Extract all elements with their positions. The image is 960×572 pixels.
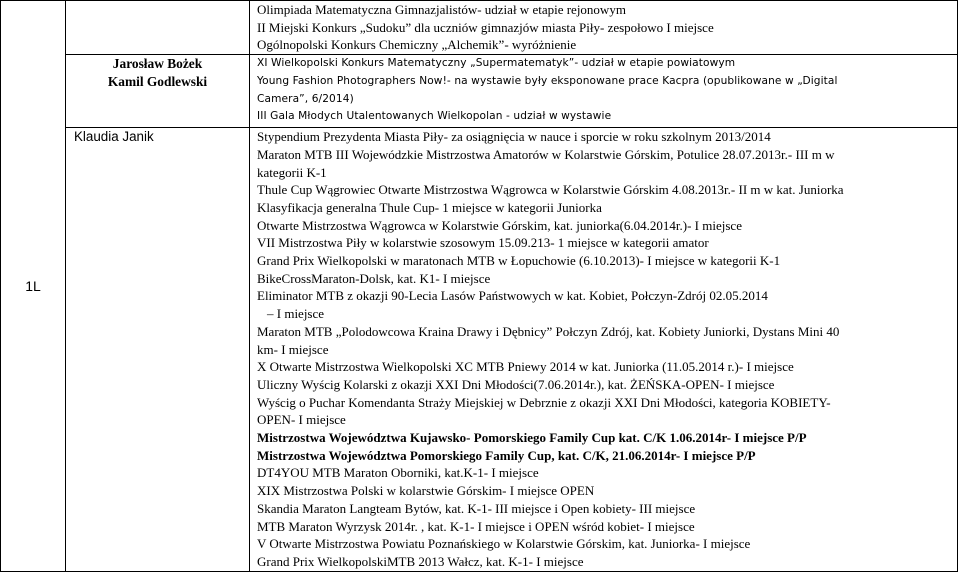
achievement-line: Grand Prix WielkopolskiMTB 2013 Wałcz, kat. K-1- I miejsce [257,553,584,569]
achievement-line: Klasyfikacja generalna Thule Cup- 1 miejsce w kategorii Juniorka [257,199,602,215]
student-name: Kamil Godlewski [107,74,208,90]
achievement-line: Olimpiada Matematyczna Gimnazjalistów- udział w etapie rejonowym [257,2,626,17]
achievement-line: II Miejski Konkurs „Sudoku” dla uczniów gimnazjów miasta Piły- zespołowo I miejsce [257,19,714,35]
achievement-line: VII Mistrzostwa Piły w kolarstwie szosowym 15.09.213- 1 miejsce w kategorii amator [257,235,709,251]
achievement-line: MTB Maraton Wyrzysk 2014r. , kat. K-1- I miejsce i OPEN wśród kobiet- I miejsce [257,518,695,534]
achievement-line: Ogólnopolski Konkurs Chemiczny „Alchemik”- wyróżnienie [257,37,577,53]
table-row [1,1,958,55]
achievement-line: III Gala Młodych Utalentowanych Wielkopolan - udział w wystawie [257,110,612,123]
class-cell [1,1,66,572]
class-label: 1L [25,277,41,294]
achievement-line: Otwarte Mistrzostwa Wągrowca w Kolarstwie Górskim, kat. juniorka(6.04.2014r.)- I miejsce [257,217,742,233]
achievement-line: Uliczny Wyścig Kolarski z okazji XXI Dni Młodości(7.06.2014r.), kat. ŻEŃSKA-OPEN- I miejsce [257,376,775,392]
achievement-line: kategorii K-1 [257,164,327,180]
achievement-line: X Otwarte Mistrzostwa Wielkopolski XC MTB Pniewy 2014 w kat. Juniorka (11.05.2014 r.)- I miejsce [257,359,794,375]
achievement-line: km- I miejsce [257,341,329,357]
table-row [1,55,958,128]
achievement-line: Maraton MTB III Wojewódzkie Mistrzostwa Amatorów w Kolarstwie Górskim, Potulice 28.07.2013r.- III m w [257,146,835,162]
achievement-line: Grand Prix Wielkopolski w maratonach MTB w Łopuchowie (6.10.2013)- I miejsce w kategorii K-1 [257,253,781,269]
student-name: Klaudia Janik [74,129,154,145]
achievement-line: Stypendium Prezydenta Miasta Piły- za osiągnięcia w nauce i sporcie w roku szkolnym 2013/2014 [257,129,771,145]
achievement-line: XIX Mistrzostwa Polski w kolarstwie Górskim- I miejsce OPEN [257,483,595,499]
table-row [1,128,958,572]
achievement-line: – I miejsce [267,306,325,322]
achievements-cell [250,55,958,128]
achievement-line: Mistrzostwa Województwa Kujawsko- Pomorskiego Family Cup kat. C/K 1.06.2014r- I miejsce P/P [257,430,807,446]
achievement-line: DT4YOU MTB Maraton Oborniki, kat.K-1- I miejsce [257,465,539,481]
achievements-cell [250,128,958,572]
achievement-line: BikeCrossMaraton-Dolsk, kat. K1- I miejsce [257,270,491,286]
achievement-line: V Otwarte Mistrzostwa Powiatu Poznańskiego w Kolarstwie Górskim, kat. Juniorka- I miejsce [257,536,751,552]
achievement-line: Maraton MTB „Polodowcowa Kraina Drawy i Dębnicy” Połczyn Zdrój, kat. Kobiety Juniorki, Dystans Mini 40 [257,323,840,339]
achievements-cell [250,1,958,55]
achievement-line: Skandia Maraton Langteam Bytów, kat. K-1- III miejsce i Open kobiety- III miejsce [257,500,696,516]
student-name: Jarosław Bożek [112,56,203,72]
achievement-line: Eliminator MTB z okazji 90-Lecia Lasów Państwowych w kat. Kobiet, Połczyn-Zdrój 02.05.2014 [257,288,768,304]
achievement-line: Wyścig o Puchar Komendanta Straży Miejskiej w Debrznie z okazji XXI Dni Młodości, kategoria KOBIETY- [257,394,831,410]
student-name-cell [66,55,250,128]
achievement-line: Camera”, 6/2014) [257,92,354,105]
achievement-line: Young Fashion Photographers Now!- na wystawie były eksponowane prace Kacpra (opublikowane w „Digital [257,74,838,87]
achievement-line: XI Wielkopolski Konkurs Matematyczny „Supermatematyk”- udział w etapie powiatowym [257,57,736,70]
student-name-cell [66,1,250,55]
achievement-line: Thule Cup Wągrowiec Otwarte Mistrzostwa Wągrowca w Kolarstwie Górskim 4.08.2013r.- II m w kat. Juniorka [257,182,844,198]
achievement-line: OPEN- I miejsce [257,412,346,428]
achievement-line: Mistrzostwa Województwa Pomorskiego Family Cup, kat. C/K, 21.06.2014r- I miejsce P/P [257,447,756,463]
student-name-cell [66,128,250,572]
